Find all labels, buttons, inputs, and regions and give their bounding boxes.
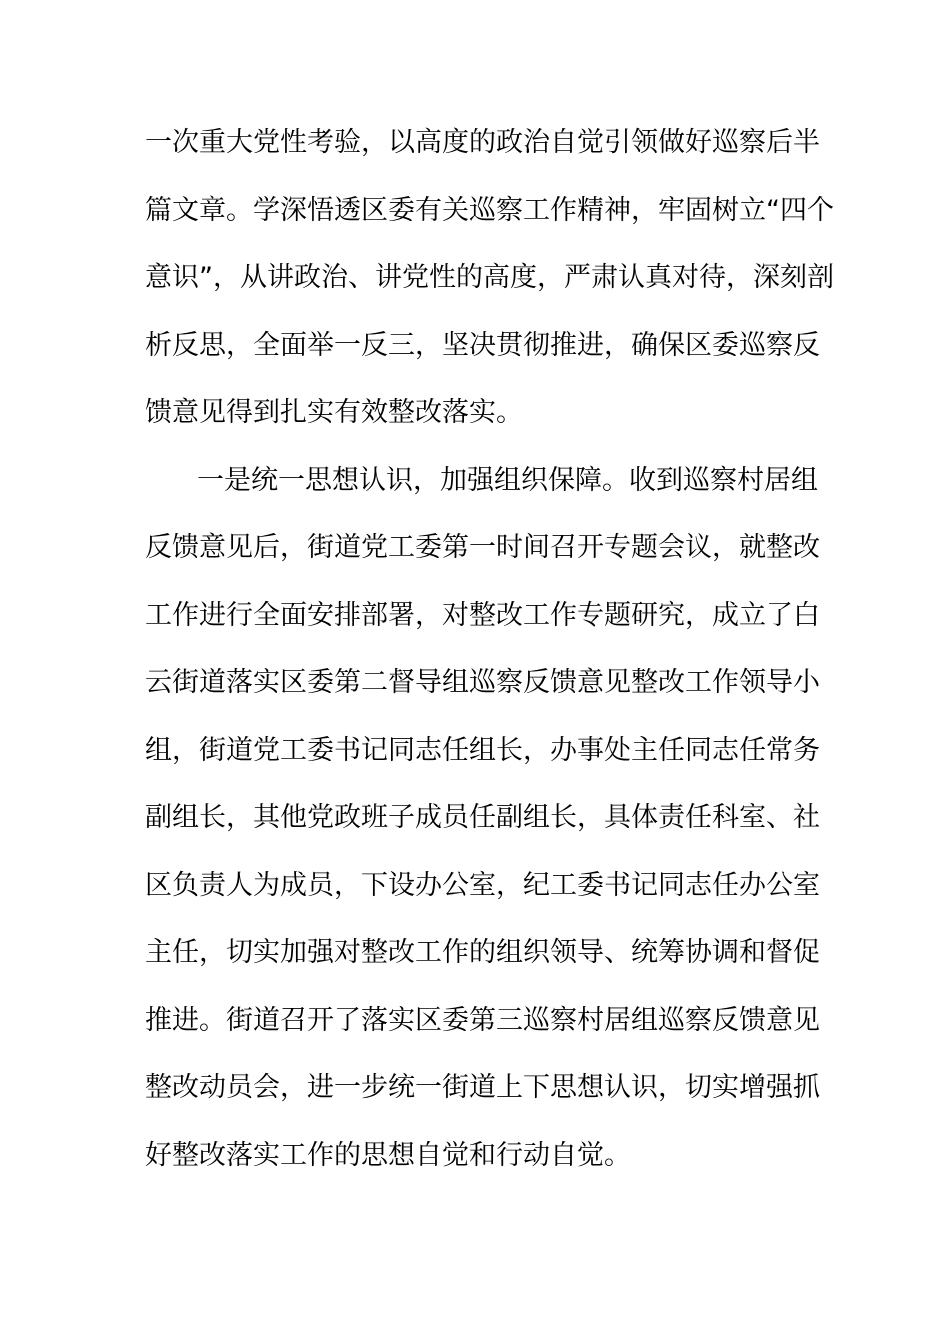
paragraph-line: 一次重大党性考验，以高度的政治自觉引领做好巡察后半	[145, 127, 820, 158]
paragraph-line: 主任，切实加强对整改工作的组织领导、统筹协调和督促	[145, 937, 820, 968]
paragraph-line: 好整改落实工作的思想自觉和行动自觉。	[145, 1140, 631, 1171]
paragraph-line: 篇文章。学深悟透区委有关巡察工作精神，牢固树立“四个	[145, 195, 834, 226]
paragraph-line: 析反思，全面举一反三，坚决贯彻推进，确保区委巡察反	[145, 330, 820, 361]
paragraph-line: 推进。街道召开了落实区委第三巡察村居组巡察反馈意见	[145, 1005, 820, 1036]
paragraph-line: 副组长，其他党政班子成员任副组长，具体责任科室、社	[145, 802, 820, 833]
paragraph-line: 整改动员会，进一步统一街道上下思想认识，切实增强抓	[145, 1072, 820, 1103]
paragraph-line: 反馈意见后，街道党工委第一时间召开专题会议，就整改	[145, 532, 820, 563]
paragraph-line: 组，街道党工委书记同志任组长，办事处主任同志任常务	[145, 735, 820, 766]
paragraph-line: 一是统一思想认识，加强组织保障。收到巡察村居组	[197, 465, 818, 496]
paragraph-line: 意识”，从讲政治、讲党性的高度，严肃认真对待，深刻剖	[145, 262, 834, 293]
paragraph-line: 云街道落实区委第二督导组巡察反馈意见整改工作领导小	[145, 667, 820, 698]
paragraph-line: 工作进行全面安排部署，对整改工作专题研究，成立了白	[145, 600, 820, 631]
paragraph-line: 馈意见得到扎实有效整改落实。	[145, 397, 523, 428]
paragraph-line: 区负责人为成员，下设办公室，纪工委书记同志任办公室	[145, 870, 820, 901]
